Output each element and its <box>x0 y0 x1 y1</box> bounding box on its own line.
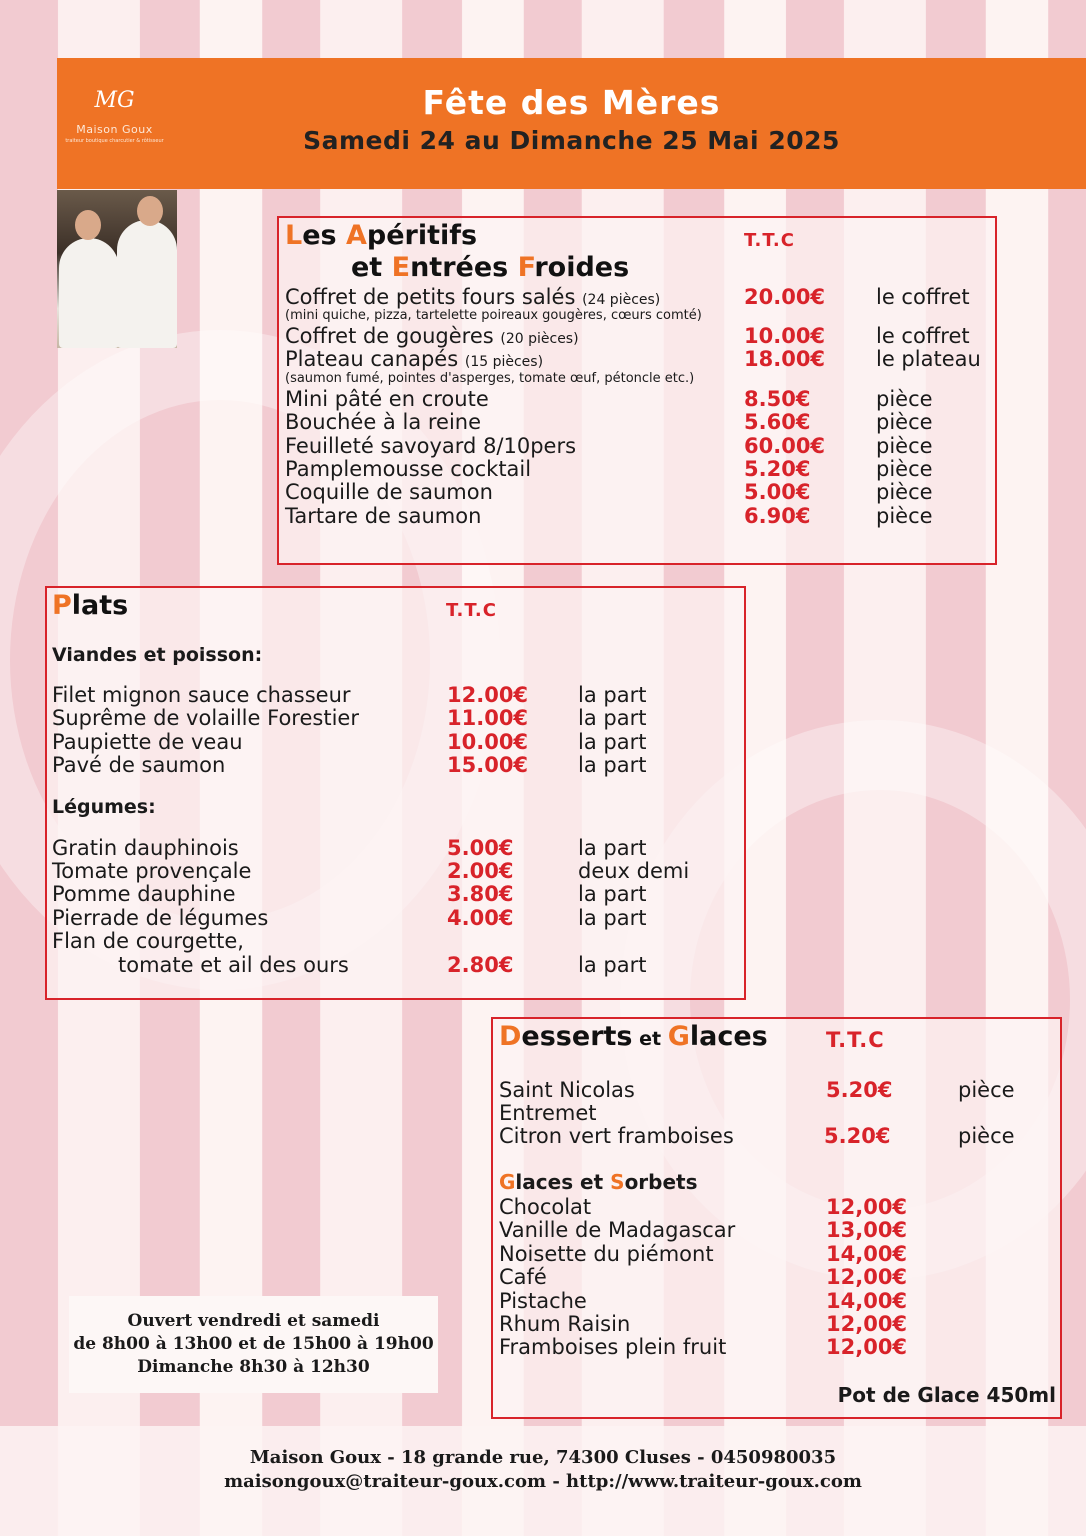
menu-item: tomate et ail des ours 2.80€ la part <box>118 953 647 977</box>
vegs-subheading: Légumes: <box>52 796 156 818</box>
aperitifs-section <box>277 216 997 565</box>
footer-contact <box>0 1426 1086 1536</box>
hours-line: Dimanche 8h30 à 12h30 <box>137 1357 370 1377</box>
hours-line: Ouvert vendredi et samedi <box>127 1311 380 1331</box>
menu-item: Pavé de saumon 15.00€ la part <box>52 753 647 777</box>
menu-item: Pamplemousse cocktail 5.20€ pièce <box>285 457 933 481</box>
footer-web: maisongoux@traiteur-goux.com - http://www.traiteur-goux.com <box>224 1471 862 1492</box>
glaces-subheading: Glaces et Sorbets <box>499 1170 698 1194</box>
aperitifs-note: (mini quiche, pizza, tartelette poireaux gougères, cœurs comté) <box>285 308 702 323</box>
menu-item: Rhum Raisin 12,00€ <box>499 1312 908 1336</box>
meats-subheading: Viandes et poisson: <box>52 644 263 666</box>
menu-item: Coffret de petits fours salés (24 pièces) 20.00€ le coffret <box>285 285 970 309</box>
menu-item: Coffret de gougères (20 pièces) 10.00€ le coffret <box>285 324 970 348</box>
menu-item: Filet mignon sauce chasseur 12.00€ la part <box>52 683 647 707</box>
menu-item: Tartare de saumon 6.90€ pièce <box>285 504 933 528</box>
opening-hours <box>69 1296 438 1393</box>
menu-item: Gratin dauphinois 5.00€ la part <box>52 836 647 860</box>
hours-line: de 8h00 à 13h00 et de 15h00 à 19h00 <box>73 1334 434 1354</box>
menu-item: Bouchée à la reine 5.60€ pièce <box>285 410 933 434</box>
page-subtitle: Samedi 24 au Dimanche 25 Mai 2025 <box>303 126 840 155</box>
plats-section <box>45 586 746 1000</box>
brand-logo <box>57 58 172 189</box>
aperitifs-ttc-label: T.T.C <box>744 230 795 251</box>
chef-figure <box>117 220 177 348</box>
menu-item: Mini pâté en croute 8.50€ pièce <box>285 387 933 411</box>
header-band <box>57 58 1086 189</box>
menu-item: Framboises plein fruit 12,00€ <box>499 1335 908 1359</box>
menu-item: Entremet <box>499 1101 597 1125</box>
chef-head <box>75 210 101 240</box>
page-title: Fête des Mères <box>422 83 721 122</box>
menu-item: Flan de courgette, <box>52 929 244 953</box>
footer-address: Maison Goux - 18 grande rue, 74300 Cluses - 0450980035 <box>249 1447 837 1468</box>
logo-name: Maison Goux <box>76 123 153 136</box>
chef-head <box>137 196 163 226</box>
menu-item: Coquille de saumon 5.00€ pièce <box>285 480 933 504</box>
menu-item: Café 12,00€ <box>499 1265 908 1289</box>
pot-de-glace-note: Pot de Glace 450ml <box>837 1383 1056 1407</box>
desserts-title: Desserts et Glaces <box>499 1021 768 1052</box>
desserts-section <box>491 1017 1062 1419</box>
menu-item: Pistache 14,00€ <box>499 1289 908 1313</box>
menu-item: Pierrade de légumes 4.00€ la part <box>52 906 647 930</box>
chef-figure <box>59 238 119 348</box>
aperitifs-note: (saumon fumé, pointes d'asperges, tomate œuf, pétoncle etc.) <box>285 371 695 386</box>
aperitifs-title: Les Apéritifs <box>285 220 478 251</box>
menu-item: Suprême de volaille Forestier 11.00€ la part <box>52 706 647 730</box>
menu-item: Plateau canapés (15 pièces) 18.00€ le plateau <box>285 347 981 371</box>
menu-item: Feuilleté savoyard 8/10pers 60.00€ pièce <box>285 434 933 458</box>
menu-item: Saint Nicolas 5.20€ pièce <box>499 1078 1015 1102</box>
aperitifs-title-line2: et Entrées Froides <box>351 252 630 283</box>
desserts-ttc-label: T.T.C <box>826 1028 885 1052</box>
menu-item: Tomate provençale 2.00€ deux demi <box>52 859 690 883</box>
logo-tagline: traiteur boutique charcutier & rôtisseur <box>65 138 164 144</box>
plats-title: Plats <box>52 590 129 621</box>
menu-item: Pomme dauphine 3.80€ la part <box>52 882 647 906</box>
menu-item: Paupiette de veau 10.00€ la part <box>52 730 647 754</box>
logo-mark: MG <box>94 88 135 113</box>
menu-item: Noisette du piémont 14,00€ <box>499 1242 908 1266</box>
chefs-photo <box>57 190 177 348</box>
menu-item: Vanille de Madagascar 13,00€ <box>499 1218 908 1242</box>
menu-item: Chocolat 12,00€ <box>499 1195 908 1219</box>
menu-item: Citron vert framboises 5.20€ pièce <box>499 1124 1015 1148</box>
plats-ttc-label: T.T.C <box>446 600 497 621</box>
